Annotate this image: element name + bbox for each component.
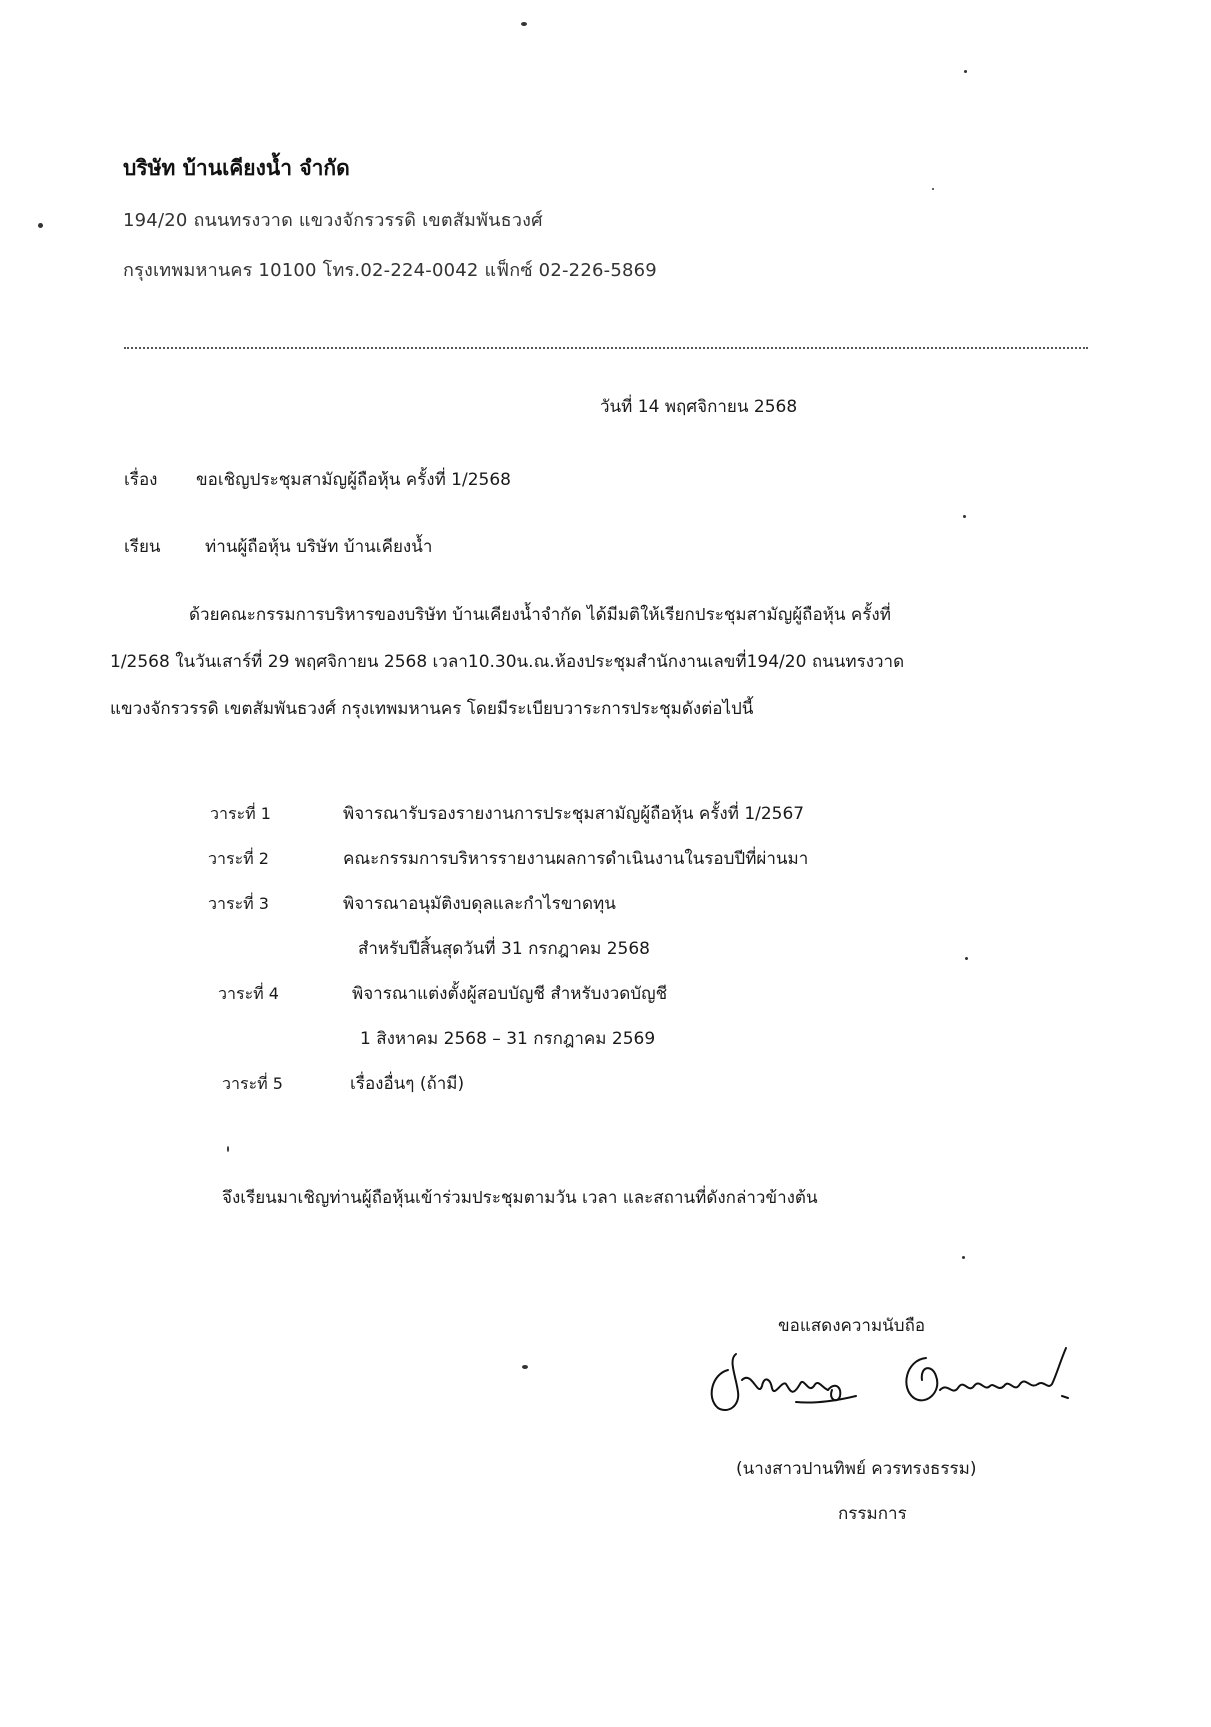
body-line-2: 1/2568 ในวันเสาร์ที่ 29 พฤศจิกายน 2568 เวลา10.30น.ณ.ห้องประชุมสำนักงานเลขที่194/20 ถนนทรงวาด [110,652,905,672]
scan-speck [521,22,527,26]
agenda-item-text: พิจารณาอนุมัติงบดุลและกำไรขาดทุน [343,894,616,914]
scan-speck [38,223,43,228]
scan-speck [962,1256,965,1259]
signer-title: กรรมการ [838,1504,907,1524]
signoff: ขอแสดงความนับถือ [778,1316,926,1336]
agenda-number: วาระที่ 1 [210,804,271,823]
agenda-number: วาระที่ 2 [208,849,269,868]
company-name: บริษัท บ้านเคียงน้ำ จำกัด [123,156,350,180]
scan-speck [963,515,966,518]
subject-text: ขอเชิญประชุมสามัญผู้ถือหุ้น ครั้งที่ 1/2568 [196,470,511,490]
agenda-item-text: พิจารณารับรองรายงานการประชุมสามัญผู้ถือหุ้น ครั้งที่ 1/2567 [343,804,805,824]
agenda-item-text: เรื่องอื่นๆ (ถ้ามี) [350,1074,465,1094]
agenda-item-text: พิจารณาแต่งตั้งผู้สอบบัญชี สำหรับงวดบัญชี [352,984,668,1004]
scan-speck [522,1365,528,1369]
scan-speck [227,1146,229,1152]
closing-line: จึงเรียนมาเชิญท่านผู้ถือหุ้นเข้าร่วมประชุมตามวัน เวลา และสถานที่ดังกล่าวข้างต้น [222,1188,818,1208]
header-divider [124,347,1088,349]
to-label: เรียน [124,537,161,557]
address-line-2: กรุงเทพมหานคร 10100 โทร.02-224-0042 แฟ็กซ์ 02-226-5869 [123,260,657,281]
agenda-item-continuation: สำหรับปีสิ้นสุดวันที่ 31 กรกฎาคม 2568 [358,939,650,959]
agenda-item-text: คณะกรรมการบริหารรายงานผลการดำเนินงานในรอบปีที่ผ่านมา [343,849,809,869]
body-line-1: ด้วยคณะกรรมการบริหารของบริษัท บ้านเคียงน้ำจำกัด ได้มีมติให้เรียกประชุมสามัญผู้ถือหุ้น ครั้งที่ [189,605,891,625]
scan-speck [964,70,967,73]
to-text: ท่านผู้ถือหุ้น บริษัท บ้านเคียงน้ำ [205,537,433,557]
agenda-number: วาระที่ 4 [218,984,279,1003]
subject-label: เรื่อง [124,470,158,490]
signer-name: (นางสาวปานทิพย์ ควรทรงธรรม) [736,1459,977,1479]
address-line-1: 194/20 ถนนทรงวาด แขวงจักรวรรดิ เขตสัมพันธวงศ์ [123,210,543,231]
agenda-item-continuation: 1 สิงหาคม 2568 – 31 กรกฎาคม 2569 [360,1029,656,1049]
agenda-number: วาระที่ 3 [208,894,269,913]
scan-speck [965,957,968,960]
body-line-3: แขวงจักรวรรดิ เขตสัมพันธวงศ์ กรุงเทพมหานคร โดยมีระเบียบวาระการประชุมดังต่อไปนี้ [110,699,754,719]
letter-date: วันที่ 14 พฤศจิกายน 2568 [600,397,798,417]
agenda-number: วาระที่ 5 [222,1074,283,1093]
scan-speck [932,188,934,190]
signature-image [700,1340,1080,1430]
